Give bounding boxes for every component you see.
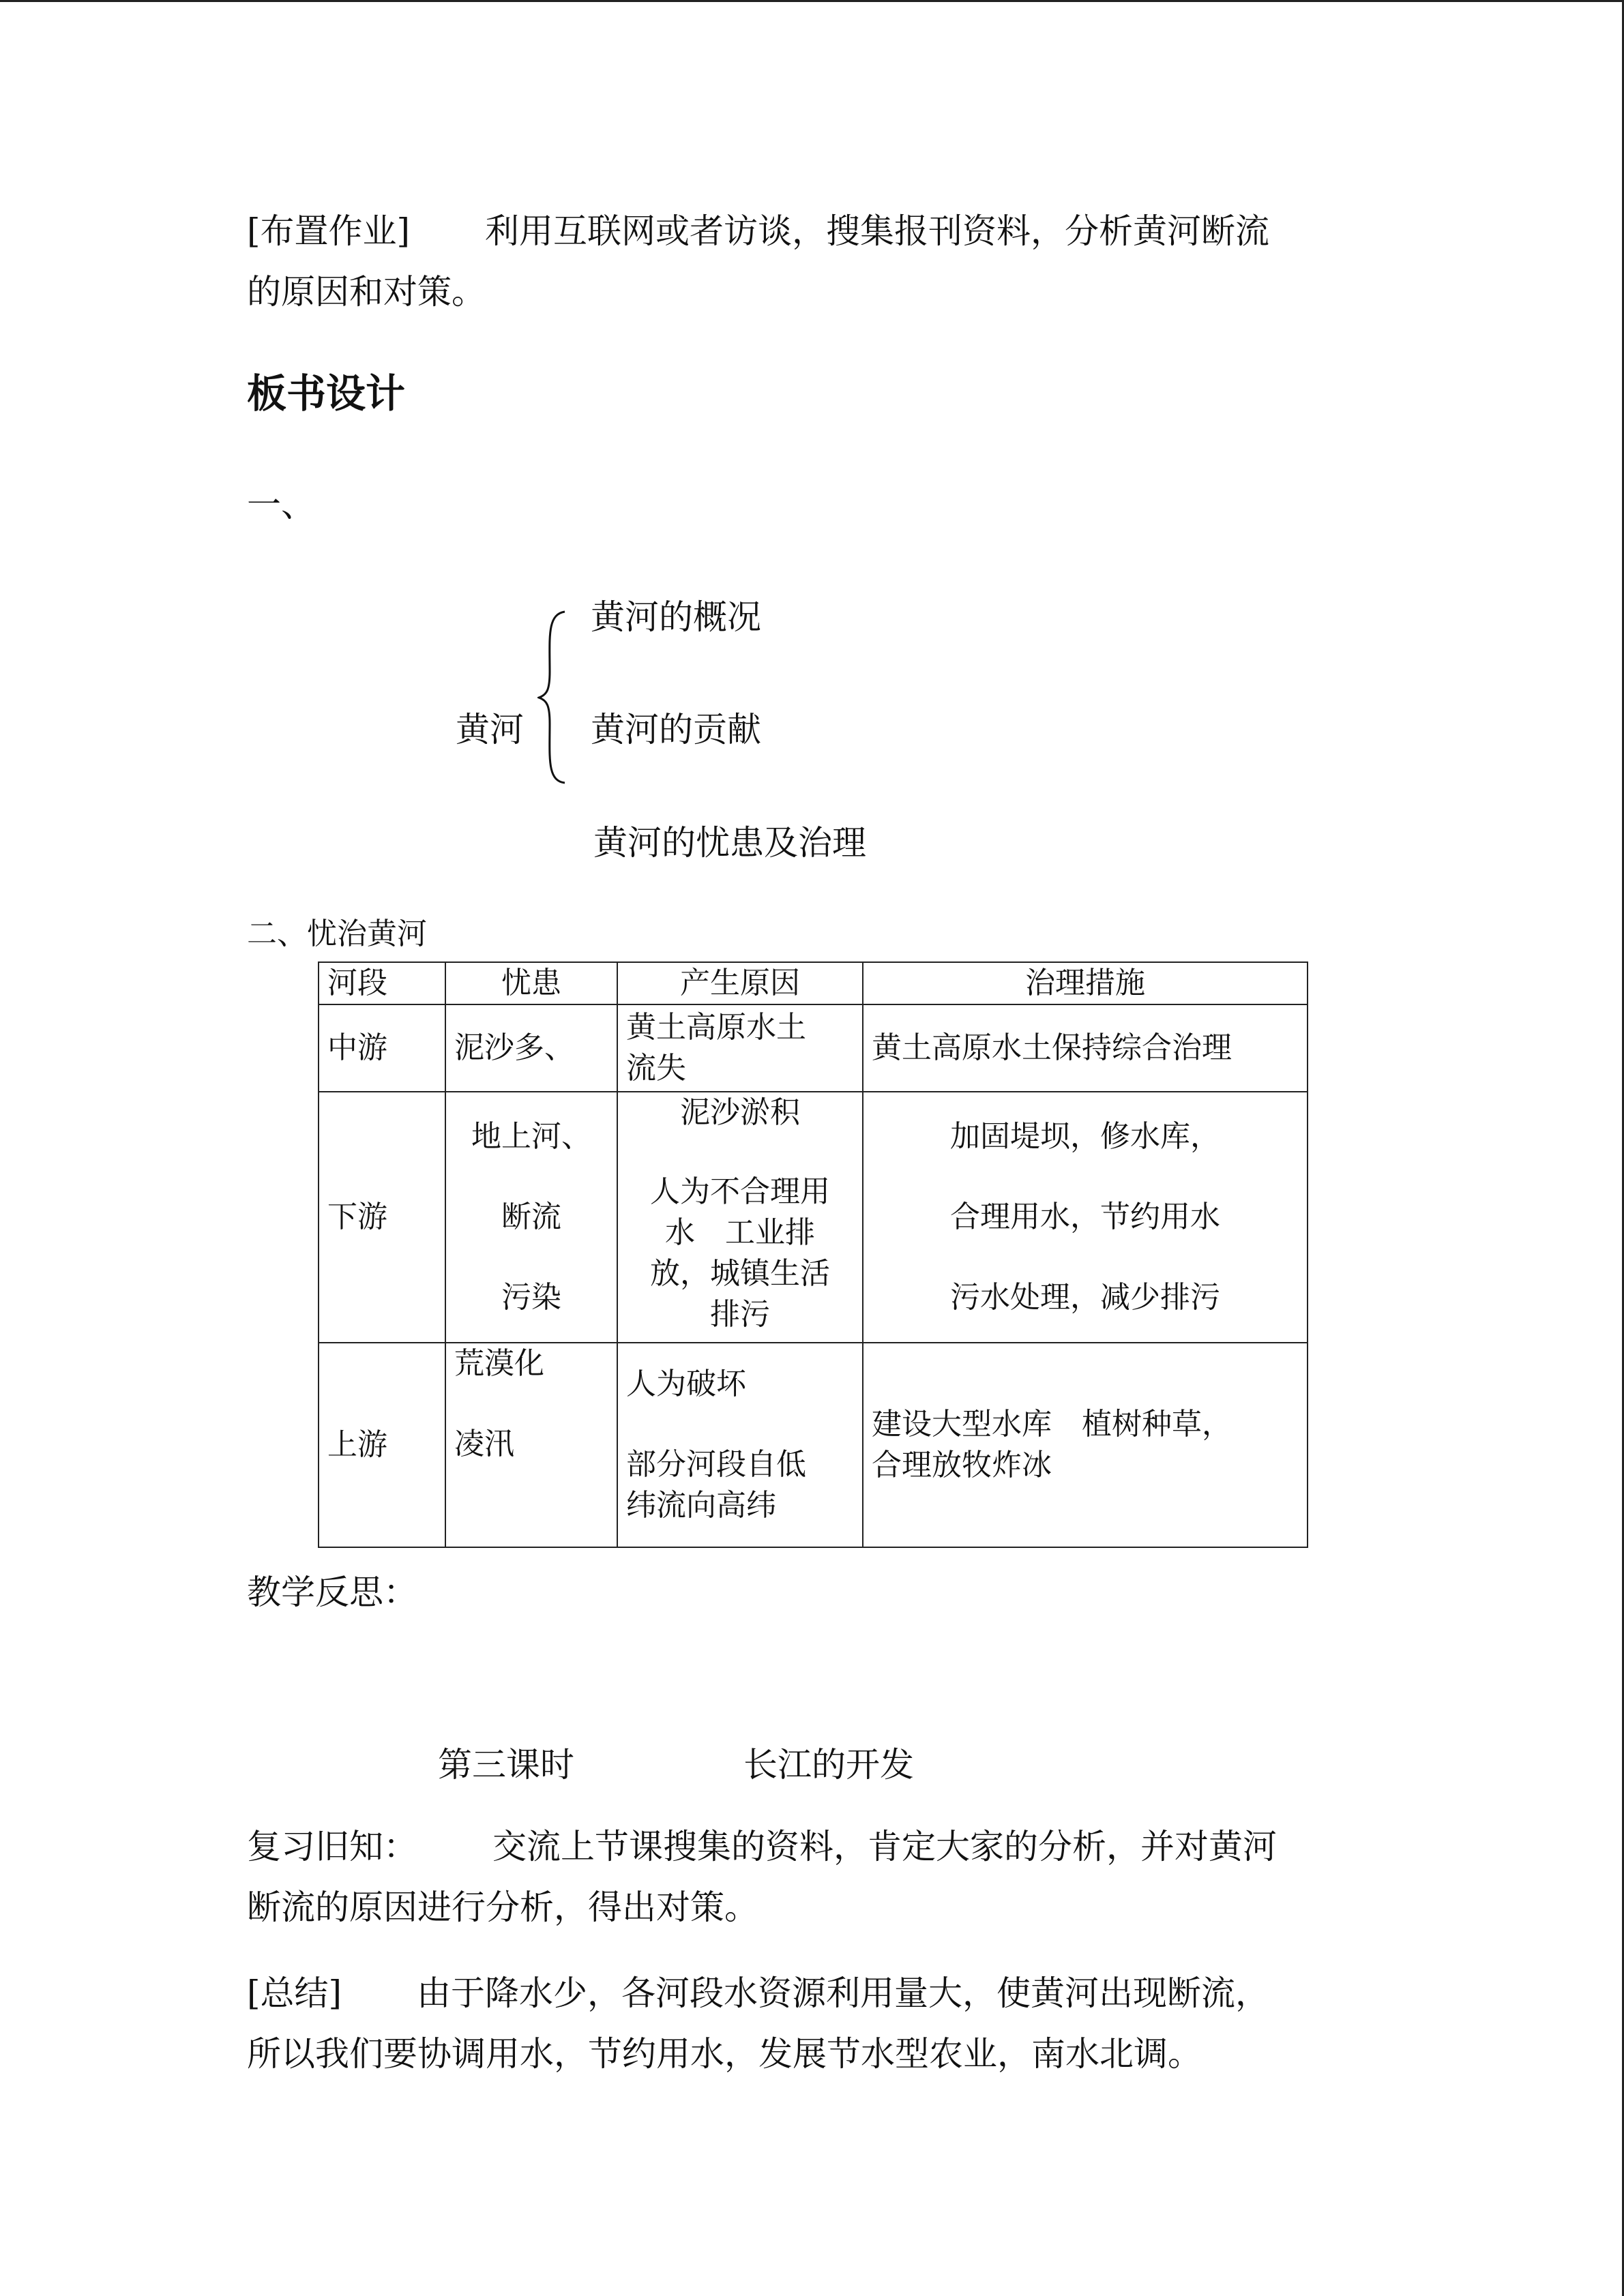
measure-line: 污水处理，减少排污 xyxy=(950,1280,1220,1315)
row-lower-segment: 下游 xyxy=(319,1092,445,1343)
teaching-reflection-label: 教学反思： xyxy=(247,1572,417,1612)
review-label: 复习旧知： xyxy=(247,1827,417,1866)
summary-text-1: 由于降水少，各河段水资源利用量大，使黄河出现断流， xyxy=(417,1973,1270,2013)
cause-line: 黄土高原水土 xyxy=(626,1010,806,1045)
review-line-2 xyxy=(247,1875,758,1939)
row-middle-segment: 中游 xyxy=(319,1004,445,1092)
cause-line: 水 工业排 xyxy=(665,1215,815,1250)
problem-line: 断流 xyxy=(501,1199,561,1234)
summary-line-1 xyxy=(247,1961,1269,2025)
homework-line-1 xyxy=(247,199,1269,263)
review-line-1 xyxy=(247,1815,1277,1879)
lesson-title: 长江的开发 xyxy=(743,1745,914,1785)
homework-line-2 xyxy=(247,260,486,324)
yellow-river-table xyxy=(318,961,1308,1548)
review-text-2: 断流的原因进行分析，得出对策。 xyxy=(247,1888,758,1927)
header-causes: 产生原因 xyxy=(617,962,863,1004)
problem-line: 荒漠化 xyxy=(454,1346,544,1381)
measure-line: 加固堤坝，修水库， xyxy=(950,1119,1220,1154)
row-upper-measures xyxy=(863,1343,1308,1547)
cause-line: 部分河段自低 xyxy=(626,1447,806,1482)
table-row xyxy=(319,1343,1308,1547)
row-lower-measures xyxy=(863,1092,1308,1343)
branch-problems-governance: 黄河的忧患及治理 xyxy=(593,823,866,863)
branch-contribution: 黄河的贡献 xyxy=(591,710,761,749)
problem-line: 污染 xyxy=(501,1280,561,1315)
problem-line: 凌汛 xyxy=(454,1427,514,1461)
row-middle-causes xyxy=(617,1004,863,1092)
branch-overview: 黄河的概况 xyxy=(591,597,761,637)
section-one-label: 一、 xyxy=(247,485,315,524)
homework-text-2: 的原因和对策。 xyxy=(247,272,486,312)
row-upper-segment: 上游 xyxy=(319,1343,445,1547)
row-middle-problems xyxy=(445,1004,617,1092)
page-top-border xyxy=(0,0,1624,2)
problem-line: 地上河、 xyxy=(471,1119,591,1154)
summary-label: [总结] xyxy=(247,1973,342,2013)
cause-line: 泥沙淤积 xyxy=(680,1095,800,1130)
curly-brace-icon xyxy=(537,610,573,784)
table-header-row xyxy=(319,962,1308,1004)
measure-line: 黄土高原水土保持综合治理 xyxy=(872,1030,1232,1065)
measure-line: 建设大型水库 植树种草， xyxy=(872,1407,1232,1442)
header-segment: 河段 xyxy=(319,962,445,1004)
cause-line: 人为不合理用 xyxy=(650,1174,830,1209)
brace-root-label: 黄河 xyxy=(456,710,524,749)
summary-line-2 xyxy=(247,2022,1202,2086)
header-problems: 忧患 xyxy=(445,962,617,1004)
row-lower-causes xyxy=(617,1092,863,1343)
summary-text-2: 所以我们要协调用水，节约用水，发展节水型农业，南水北调。 xyxy=(247,2034,1202,2074)
measure-line: 合理用水，节约用水 xyxy=(950,1199,1220,1234)
table-row xyxy=(319,1004,1308,1092)
cause-line: 人为破坏 xyxy=(626,1367,746,1401)
measure-line: 合理放牧炸冰 xyxy=(872,1448,1052,1482)
board-design-heading: 板书设计 xyxy=(247,370,406,417)
row-lower-problems xyxy=(445,1092,617,1343)
row-middle-measures xyxy=(863,1004,1308,1092)
table-row xyxy=(319,1092,1308,1343)
cause-line: 排污 xyxy=(710,1297,770,1332)
section-two-label: 二、忧治黄河 xyxy=(247,916,427,951)
homework-label: [布置作业] xyxy=(247,211,411,251)
cause-line: 放，城镇生活 xyxy=(650,1256,830,1291)
header-measures: 治理措施 xyxy=(863,962,1308,1004)
cause-line: 纬流向高纬 xyxy=(626,1488,776,1523)
lesson-period: 第三课时 xyxy=(438,1745,574,1785)
cause-line: 流失 xyxy=(626,1051,686,1086)
review-text-1: 交流上节课搜集的资料，肯定大家的分析，并对黄河 xyxy=(492,1827,1277,1866)
row-upper-problems xyxy=(445,1343,617,1547)
row-upper-causes xyxy=(617,1343,863,1547)
homework-text-1: 利用互联网或者访谈，搜集报刊资料，分析黄河断流 xyxy=(485,211,1270,251)
problem-line: 泥沙多、 xyxy=(454,1030,574,1065)
